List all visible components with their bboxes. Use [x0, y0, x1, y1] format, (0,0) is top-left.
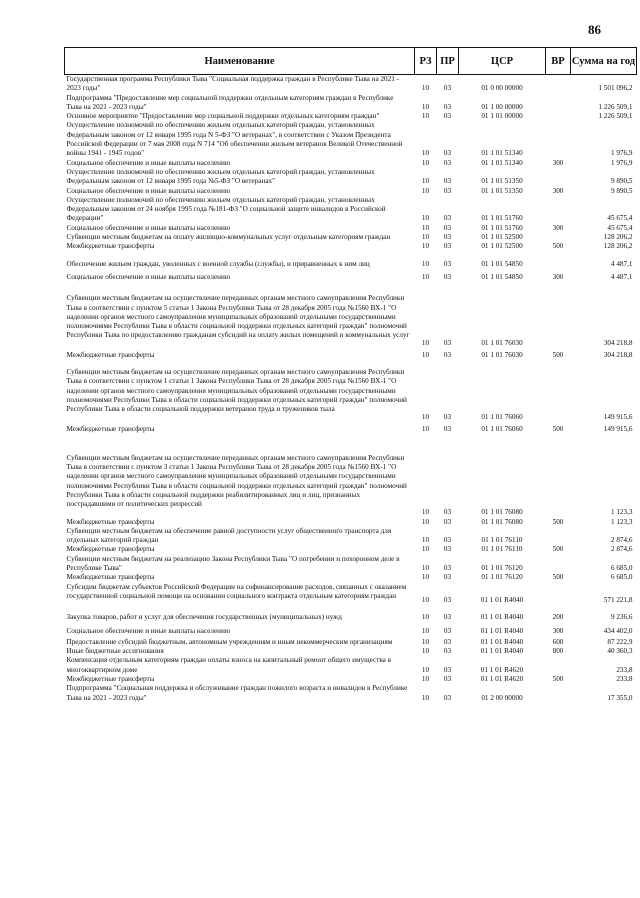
cell-amount: 87 222,9	[607, 637, 633, 646]
cell-pr: 03	[443, 665, 452, 674]
cell-csr: 01 1 01 76030	[481, 339, 523, 348]
table-row	[65, 675, 637, 684]
cell-name: Компенсация отдельным категориям граждан оплаты взноса на капитальный ремонт общего имущества в многоквартирном доме	[66, 656, 392, 674]
cell-csr: 01 1 01 76030	[481, 350, 523, 359]
cell-vr: 300	[552, 186, 564, 195]
cell-vr	[546, 112, 571, 121]
cell-rz: 10	[421, 508, 430, 517]
cell-name: Предоставление субсидий бюджетным, автономным учреждениям и иным некоммерческим организациям	[66, 637, 393, 646]
cell-rz: 10	[421, 112, 430, 121]
cell-rz: 10	[421, 186, 430, 195]
row-spacer	[65, 282, 637, 294]
cell-vr: 500	[552, 517, 564, 526]
table-row	[65, 583, 637, 606]
cell-amount: 571 221,8	[603, 595, 633, 604]
table-row	[65, 684, 637, 703]
header-name: Наименование	[65, 48, 415, 75]
table-row	[65, 187, 637, 196]
row-spacer	[65, 605, 637, 613]
cell-csr: 01 1 01 52500	[481, 242, 523, 251]
cell-vr	[546, 684, 571, 703]
cell-pr: 03	[443, 545, 452, 554]
cell-vr: 500	[552, 675, 564, 684]
cell-vr	[546, 527, 571, 546]
header-pr: ПР	[437, 48, 459, 75]
cell-name: Субвенции местным бюджетам на осуществление переданных органам местного самоуправления Республики Тыва в соответствии с пунктом 3 статьи 1 Закона Республики Тыва от 28 декабря 2005 года №1560 ВХ-1 "О наделении органов местного самоуправления муниципальных образований отдельными государственными полномочиями Республики Тыва в области социальной поддержки отдельных категорий граждан" полномочий Республики Тыва в области социальной поддержки реабилитированных лиц и лиц, признанных пострадавшими от политических репрессий	[66, 453, 407, 509]
table-row	[65, 647, 637, 656]
cell-name: Межбюджетные трансферты	[66, 350, 155, 359]
cell-csr: 01 1 01 76080	[481, 517, 523, 526]
cell-vr: 500	[552, 424, 564, 433]
cell-vr	[546, 583, 571, 606]
header-amount: Сумма на год	[571, 48, 637, 75]
cell-amount: 149 915,6	[603, 424, 633, 433]
cell-name: Обеспечение жильем граждан, уволенных с военной службы (службы), и приравненных к ним лиц	[66, 259, 370, 268]
cell-vr	[546, 656, 571, 675]
table-row	[65, 613, 637, 622]
cell-name: Субвенции местным бюджетам на оплату жилищно-коммунальных услуг отдельным категориям граждан	[66, 233, 391, 242]
row-spacer	[65, 252, 637, 260]
table-row	[65, 454, 637, 518]
cell-rz: 10	[421, 573, 430, 582]
page-number: 86	[588, 22, 601, 37]
cell-csr: 01 1 01 R4040	[480, 626, 524, 635]
cell-amount: 304 218,8	[603, 350, 633, 359]
cell-rz: 10	[421, 675, 430, 684]
cell-csr: 01 1 01 76120	[481, 564, 523, 573]
cell-csr: 01 1 01 R4620	[480, 665, 524, 674]
cell-csr: 01 1 01 51760	[481, 214, 523, 223]
cell-vr	[546, 168, 571, 187]
cell-csr: 01 1 01 51760	[481, 223, 523, 232]
cell-name: Социальное обеспечение и иные выплаты населению	[66, 626, 231, 635]
cell-pr: 03	[443, 84, 452, 93]
cell-amount: 1 226 509,1	[598, 102, 633, 111]
cell-pr: 03	[443, 693, 452, 702]
cell-name: Подпрограмма "Социальная поддержка и обслуживание граждан пожилого возраста и инвалидов в Республике Тыва на 2021 - 2023 годы"	[66, 684, 408, 702]
cell-vr	[546, 260, 571, 269]
cell-amount: 304 218,8	[603, 339, 633, 348]
table-row	[65, 627, 637, 636]
cell-pr: 03	[443, 564, 452, 573]
cell-vr: 300	[552, 223, 564, 232]
cell-name: Межбюджетные трансферты	[66, 545, 155, 554]
cell-rz: 10	[421, 595, 430, 604]
table-header-row	[65, 48, 637, 75]
cell-name: Социальное обеспечение и иные выплаты населению	[66, 158, 231, 167]
spacer-cell	[65, 605, 637, 613]
cell-csr: 01 1 01 76110	[481, 536, 523, 545]
cell-csr: 01 1 01 54850	[481, 259, 523, 268]
cell-vr: 500	[552, 242, 564, 251]
header-rz: РЗ	[415, 48, 437, 75]
cell-pr: 03	[443, 675, 452, 684]
cell-name: Субвенции местным бюджетам на реализацию Закона Республики Тыва "О погребении и похоронном деле в Республике Тыва"	[66, 554, 400, 573]
cell-pr: 03	[443, 508, 452, 517]
cell-vr	[546, 294, 571, 348]
cell-rz: 10	[421, 339, 430, 348]
cell-pr: 03	[443, 149, 452, 158]
table-body	[65, 75, 637, 703]
cell-pr: 03	[443, 536, 452, 545]
cell-amount: 6 685,0	[610, 564, 633, 573]
cell-vr	[546, 233, 571, 242]
cell-amount: 233,8	[616, 675, 633, 684]
cell-rz: 10	[421, 242, 430, 251]
cell-rz: 10	[421, 536, 430, 545]
cell-name: Социальное обеспечение и иные выплаты населению	[66, 223, 231, 232]
table-row	[65, 233, 637, 242]
cell-vr: 300	[552, 626, 564, 635]
cell-pr: 03	[443, 233, 452, 242]
cell-csr: 01 1 01 R4040	[480, 637, 524, 646]
cell-pr: 03	[443, 350, 452, 359]
cell-pr: 03	[443, 626, 452, 635]
cell-csr: 01 1 01 R4040	[480, 595, 524, 604]
cell-rz: 10	[421, 214, 430, 223]
cell-csr: 01 1 01 R4040	[480, 647, 524, 656]
cell-csr: 01 1 01 00000	[481, 112, 523, 121]
cell-amount: 128 206,2	[603, 233, 633, 242]
cell-name: Осуществление полномочий по обеспечению жильем отдельных категорий граждан, установленных Федеральным законом от 12 января 1995 года N 5-ФЗ "О ветеранах", в соответствии с Указом Президента Российской Федерации от 7 мая 2008 года N 714 "Об обеспечении жильем ветеранов Великой Отечественной войны 1941 - 1945 годов"	[66, 121, 403, 158]
cell-vr: 500	[552, 573, 564, 582]
header-csr: ЦСР	[459, 48, 546, 75]
cell-rz: 10	[421, 149, 430, 158]
table-row	[65, 94, 637, 113]
cell-name: Субвенции местным бюджетам на обеспечение равной доступности услуг общественного транспорта для отдельных категорий граждан	[66, 526, 392, 545]
cell-name: Закупка товаров, работ и услуг для обеспечения государственных (муниципальных) нужд	[66, 613, 342, 622]
table-row	[65, 518, 637, 527]
cell-rz: 10	[421, 626, 430, 635]
cell-rz: 10	[421, 259, 430, 268]
cell-name: Иные бюджетные ассигнования	[66, 647, 164, 656]
cell-amount: 6 685,0	[610, 573, 633, 582]
cell-pr: 03	[443, 158, 452, 167]
cell-rz: 10	[421, 158, 430, 167]
spacer-cell	[65, 360, 637, 368]
table-row	[65, 351, 637, 360]
cell-vr: 200	[552, 613, 564, 622]
cell-pr: 03	[443, 413, 452, 422]
table-row	[65, 638, 637, 647]
cell-rz: 10	[421, 564, 430, 573]
cell-pr: 03	[443, 613, 452, 622]
table-row	[65, 159, 637, 168]
cell-pr: 03	[443, 424, 452, 433]
table-row	[65, 294, 637, 348]
cell-name: Межбюджетные трансферты	[66, 424, 155, 433]
cell-csr: 01 1 01 52500	[481, 233, 523, 242]
cell-pr: 03	[443, 102, 452, 111]
table-row	[65, 242, 637, 251]
budget-table	[64, 47, 637, 703]
cell-amount: 17 355,0	[607, 693, 633, 702]
table-row	[65, 368, 637, 422]
cell-vr: 800	[552, 647, 564, 656]
cell-vr	[546, 121, 571, 158]
cell-vr: 500	[552, 545, 564, 554]
cell-rz: 10	[421, 233, 430, 242]
cell-pr: 03	[443, 259, 452, 268]
cell-pr: 03	[443, 112, 452, 121]
cell-name: Субвенции местным бюджетам на осуществление переданных органам местного самоуправления Республики Тыва в соответствии с пунктом 1 статьи 1 Закона Республики Тыва от 28 декабря 2005 года №1560 ВХ-1 "О наделении органов местного самоуправления муниципальных образований отдельными государственными полномочиями Республики Тыва в области социальной поддержки отдельных категорий граждан" полномочий Республики Тыва в области социальной поддержки ветеранов труда и тружеников тыла	[66, 368, 407, 414]
cell-amount: 1 976,9	[610, 158, 633, 167]
cell-pr: 03	[443, 214, 452, 223]
cell-name: Осуществление полномочий по обеспечению жильем отдельных категорий граждан, установленных Федеральным законом от 24 ноября 1995 года №181-ФЗ "О социальной защите инвалидов в Российской Федерации"	[66, 195, 386, 223]
spacer-cell	[65, 282, 637, 294]
cell-rz: 10	[421, 637, 430, 646]
cell-csr: 01 1 01 54850	[481, 272, 523, 281]
cell-amount: 128 206,2	[603, 242, 633, 251]
cell-csr: 01 2 00 00000	[481, 693, 523, 702]
cell-name: Подпрограмма "Предоставление мер социальной поддержки отдельным категориям граждан в Республике Тыва на 2021 - 2023 годы"	[66, 93, 394, 111]
cell-csr: 01 1 01 R4040	[480, 613, 524, 622]
cell-csr: 01 1 01 76120	[481, 573, 523, 582]
cell-csr: 01 1 01 76060	[481, 413, 523, 422]
table-row	[65, 273, 637, 282]
cell-csr: 01 0 00 00000	[481, 84, 523, 93]
cell-name: Межбюджетные трансферты	[66, 573, 155, 582]
cell-csr: 01 1 01 R4620	[480, 675, 524, 684]
table-row	[65, 196, 637, 224]
cell-pr: 03	[443, 637, 452, 646]
cell-csr: 01 1 01 76110	[481, 545, 523, 554]
cell-name: Государственная программа Республики Тыва "Социальная поддержка граждан в Республике Тыва на 2021 - 2023 годы"	[66, 75, 400, 93]
cell-name: Межбюджетные трансферты	[66, 675, 155, 684]
cell-rz: 10	[421, 424, 430, 433]
row-spacer	[65, 360, 637, 368]
table-row	[65, 168, 637, 187]
cell-rz: 10	[421, 350, 430, 359]
table-row	[65, 112, 637, 121]
cell-vr	[546, 454, 571, 518]
table-row	[65, 573, 637, 582]
cell-vr	[546, 196, 571, 224]
cell-csr: 01 1 00 00000	[481, 102, 523, 111]
cell-amount: 1 123,3	[610, 508, 633, 517]
cell-amount: 1 501 096,2	[598, 84, 633, 93]
cell-vr: 500	[552, 350, 564, 359]
table-row	[65, 425, 637, 434]
cell-rz: 10	[421, 223, 430, 232]
cell-csr: 01 1 01 76080	[481, 508, 523, 517]
cell-pr: 03	[443, 573, 452, 582]
cell-name: Осуществление полномочий по обеспечению жильем отдельных категорий граждан, установленных Федеральным законом от 12 января 1995 года №5-ФЗ "О ветеранах"	[66, 167, 375, 186]
cell-rz: 10	[421, 693, 430, 702]
cell-pr: 03	[443, 272, 452, 281]
cell-csr: 01 1 01 76060	[481, 424, 523, 433]
table-row	[65, 555, 637, 574]
cell-name: Социальное обеспечение и иные выплаты населению	[66, 186, 231, 195]
cell-pr: 03	[443, 517, 452, 526]
cell-name: Субсидии бюджетам субъектов Российской Федерации на софинансирование расходов, связанных с оказанием государственной социальной помощи на основании социального контракта отдельным категориям граждан	[66, 582, 407, 600]
cell-csr: 01 1 01 51340	[481, 158, 523, 167]
cell-vr	[546, 94, 571, 113]
cell-rz: 10	[421, 413, 430, 422]
row-spacer	[65, 434, 637, 454]
cell-amount: 2 874,6	[610, 545, 633, 554]
cell-name: Социальное обеспечение и иные выплаты населению	[66, 272, 231, 281]
cell-amount: 9 236,6	[610, 613, 633, 622]
cell-amount: 9 890,5	[610, 177, 633, 186]
cell-amount: 2 874,6	[610, 536, 633, 545]
cell-rz: 10	[421, 102, 430, 111]
cell-name: Межбюджетные трансферты	[66, 242, 155, 251]
cell-rz: 10	[421, 545, 430, 554]
cell-amount: 233,8	[616, 665, 633, 674]
table-row	[65, 527, 637, 546]
cell-csr: 01 1 01 51350	[481, 186, 523, 195]
cell-vr	[546, 75, 571, 94]
cell-pr: 03	[443, 186, 452, 195]
cell-pr: 03	[443, 339, 452, 348]
table-row	[65, 656, 637, 675]
cell-rz: 10	[421, 517, 430, 526]
cell-rz: 10	[421, 613, 430, 622]
cell-rz: 10	[421, 84, 430, 93]
cell-vr: 300	[552, 158, 564, 167]
cell-pr: 03	[443, 177, 452, 186]
cell-amount: 4 487,1	[610, 259, 633, 268]
cell-rz: 10	[421, 272, 430, 281]
cell-csr: 01 1 01 51350	[481, 177, 523, 186]
cell-csr: 01 1 01 51340	[481, 149, 523, 158]
cell-vr: 300	[552, 272, 564, 281]
cell-amount: 4 487,1	[610, 272, 633, 281]
table-row	[65, 545, 637, 554]
table-row	[65, 121, 637, 158]
cell-amount: 1 226 509,1	[598, 112, 633, 121]
cell-name: Субвенции местным бюджетам на осуществление переданных органам местного самоуправления Республики Тыва в соответствии с пунктом 5 статьи 1 Закона Республики Тыва от 28 декабря 2005 года №1560 ВХ-1 "О наделении органов местного самоуправления муниципальных образований отдельными государственными полномочиями Республики Тыва в области социальной поддержки отдельных категорий граждан" полномочий Республики Тыва по предоставлению гражданам субсидий на оплату жилых помещений и коммунальных услуг	[66, 294, 410, 340]
cell-pr: 03	[443, 223, 452, 232]
cell-vr: 600	[552, 637, 564, 646]
cell-pr: 03	[443, 595, 452, 604]
cell-name: Межбюджетные трансферты	[66, 517, 155, 526]
cell-pr: 03	[443, 242, 452, 251]
cell-amount: 434 402,0	[603, 626, 633, 635]
cell-amount: 45 675,4	[607, 223, 633, 232]
cell-rz: 10	[421, 177, 430, 186]
cell-pr: 03	[443, 647, 452, 656]
cell-amount: 1 976,9	[610, 149, 633, 158]
cell-amount: 9 890,5	[610, 186, 633, 195]
header-vr: ВР	[546, 48, 571, 75]
table-row	[65, 75, 637, 94]
cell-vr	[546, 555, 571, 574]
cell-amount: 1 123,3	[610, 517, 633, 526]
spacer-cell	[65, 252, 637, 260]
cell-vr	[546, 368, 571, 422]
cell-amount: 45 675,4	[607, 214, 633, 223]
cell-amount: 149 915,6	[603, 413, 633, 422]
cell-name: Основное мероприятие "Предоставление мер социальной поддержки отдельных категориям граждан"	[66, 112, 380, 121]
cell-amount: 40 360,3	[607, 647, 633, 656]
cell-rz: 10	[421, 647, 430, 656]
table-row	[65, 224, 637, 233]
table-row	[65, 260, 637, 269]
spacer-cell	[65, 434, 637, 454]
cell-rz: 10	[421, 665, 430, 674]
